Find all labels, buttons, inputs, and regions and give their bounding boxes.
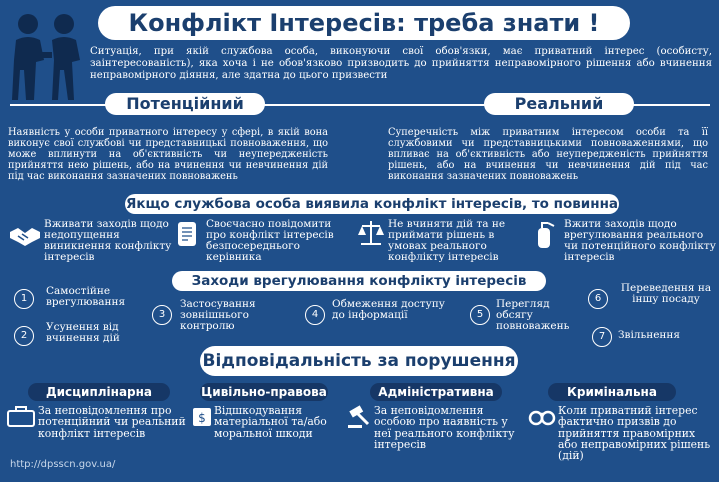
liability-label-2-text: Цивільно-правова — [201, 385, 327, 399]
measure-number-5: 5 — [470, 305, 490, 325]
liability-label-2 — [200, 383, 328, 401]
measures-heading — [172, 271, 546, 291]
measure-item-1: Самостійне врегулювання — [46, 285, 126, 309]
liability-text-3: За неповідомлення особою про наявність у неї реального конфлікту інтересів — [374, 404, 515, 451]
page-title-text: Конфлікт Інтересів: треба знати ! — [128, 9, 600, 37]
potential-label: Потенційний — [126, 94, 244, 113]
scales-icon — [356, 218, 386, 248]
real-badge — [484, 93, 634, 115]
measure-item-2: Усунення від вчинення дій — [46, 321, 120, 345]
intro-text: Ситуація, при якій службова особа, виконуючи свої обов'язки, має приватний інтерес (особисту, заінтересованість), яка хоча і не обов'язково призводить до прийняття неправомірного рішення або вчинення неправомірного діяння, але здатна до цього призвести — [90, 46, 712, 81]
people-icon — [6, 10, 86, 102]
potential-text: Наявність у особи приватного інтересу у сфері, в якій вона виконує свої службові чи представницькі повноваження, що може вплинути на об'єктивність чи неупередженість прийняття нею рішень, або на вчинення чи невчинення дій під час виконання зазначених повноважень — [8, 127, 328, 182]
duties-heading — [125, 194, 619, 214]
gavel-icon — [346, 404, 374, 430]
duty-item-2: Своєчасно повідомити про конфлікт інтересів безпосереднього керівника — [206, 218, 334, 264]
liability-text-1: За неповідомлення про потенційний чи реальний конфлікт інтересів — [38, 404, 186, 440]
page-title — [98, 6, 630, 40]
measure-item-5: Перегляд обсягу повноважень — [496, 298, 570, 333]
measure-number-3: 3 — [152, 305, 172, 325]
liability-label-1-text: Дисциплінарна — [45, 385, 153, 399]
liability-label-3 — [370, 383, 502, 401]
measure-item-6: Переведення на іншу посаду — [620, 282, 712, 306]
footer-url[interactable]: http://dpsscn.gov.ua/ — [10, 459, 116, 470]
handcuffs-icon — [528, 404, 556, 428]
real-text: Суперечність між приватним інтересом особи та її службовими чи представницькими повноваженнями, що впливає на об'єктивність або неупередженість прийняття рішень, або на вчинення чи невчинення дій під час виконання зазначених повноважень — [388, 127, 708, 182]
money-icon — [190, 404, 214, 430]
measure-number-2: 2 — [14, 326, 34, 346]
measure-number-7: 7 — [592, 327, 612, 347]
handshake-icon — [8, 224, 42, 248]
potential-badge — [105, 93, 265, 115]
svg-text:$: $ — [198, 411, 206, 425]
measure-item-3: Застосування зовнішнього контролю — [180, 298, 256, 333]
measure-number-1: 1 — [14, 289, 34, 309]
extinguisher-icon — [532, 218, 556, 250]
briefcase-icon — [6, 404, 36, 428]
duties-heading-text: Якщо службова особа виявила конфлікт інтересів, то повинна — [125, 196, 619, 212]
measures-heading-text: Заходи врегулювання конфлікту інтересів — [191, 273, 527, 289]
measure-number-4: 4 — [305, 305, 325, 325]
duty-item-1: Вживати заходів щодо недопущення виникнення конфлікту інтересів — [44, 218, 172, 264]
liability-heading-text: Відповідальність за порушення — [202, 351, 516, 371]
measure-item-4: Обмеження доступу до інформації — [332, 298, 445, 322]
liability-text-4: Коли приватний інтерес фактично призвів до прийняття правомірних або неправомірних рішень (дій) — [558, 404, 711, 463]
scroll-icon — [174, 219, 200, 249]
liability-label-4-text: Кримінальна — [567, 385, 657, 399]
liability-text-2: Відшкодування матеріальної та/або моральної шкоди — [214, 404, 327, 440]
real-label: Реальний — [514, 94, 604, 113]
liability-label-4 — [548, 383, 676, 401]
measure-number-6: 6 — [588, 289, 608, 309]
liability-label-1 — [28, 383, 170, 401]
liability-label-3-text: Адміністративна — [378, 385, 494, 399]
liability-heading — [200, 346, 518, 376]
duty-item-4: Вжити заходів щодо врегулювання реального чи потенційного конфлікту інтересів — [564, 218, 716, 264]
duty-item-3: Не вчиняти дій та не приймати рішень в умовах реального конфлікту інтересів — [388, 218, 506, 264]
measure-item-7: Звільнення — [618, 329, 681, 341]
